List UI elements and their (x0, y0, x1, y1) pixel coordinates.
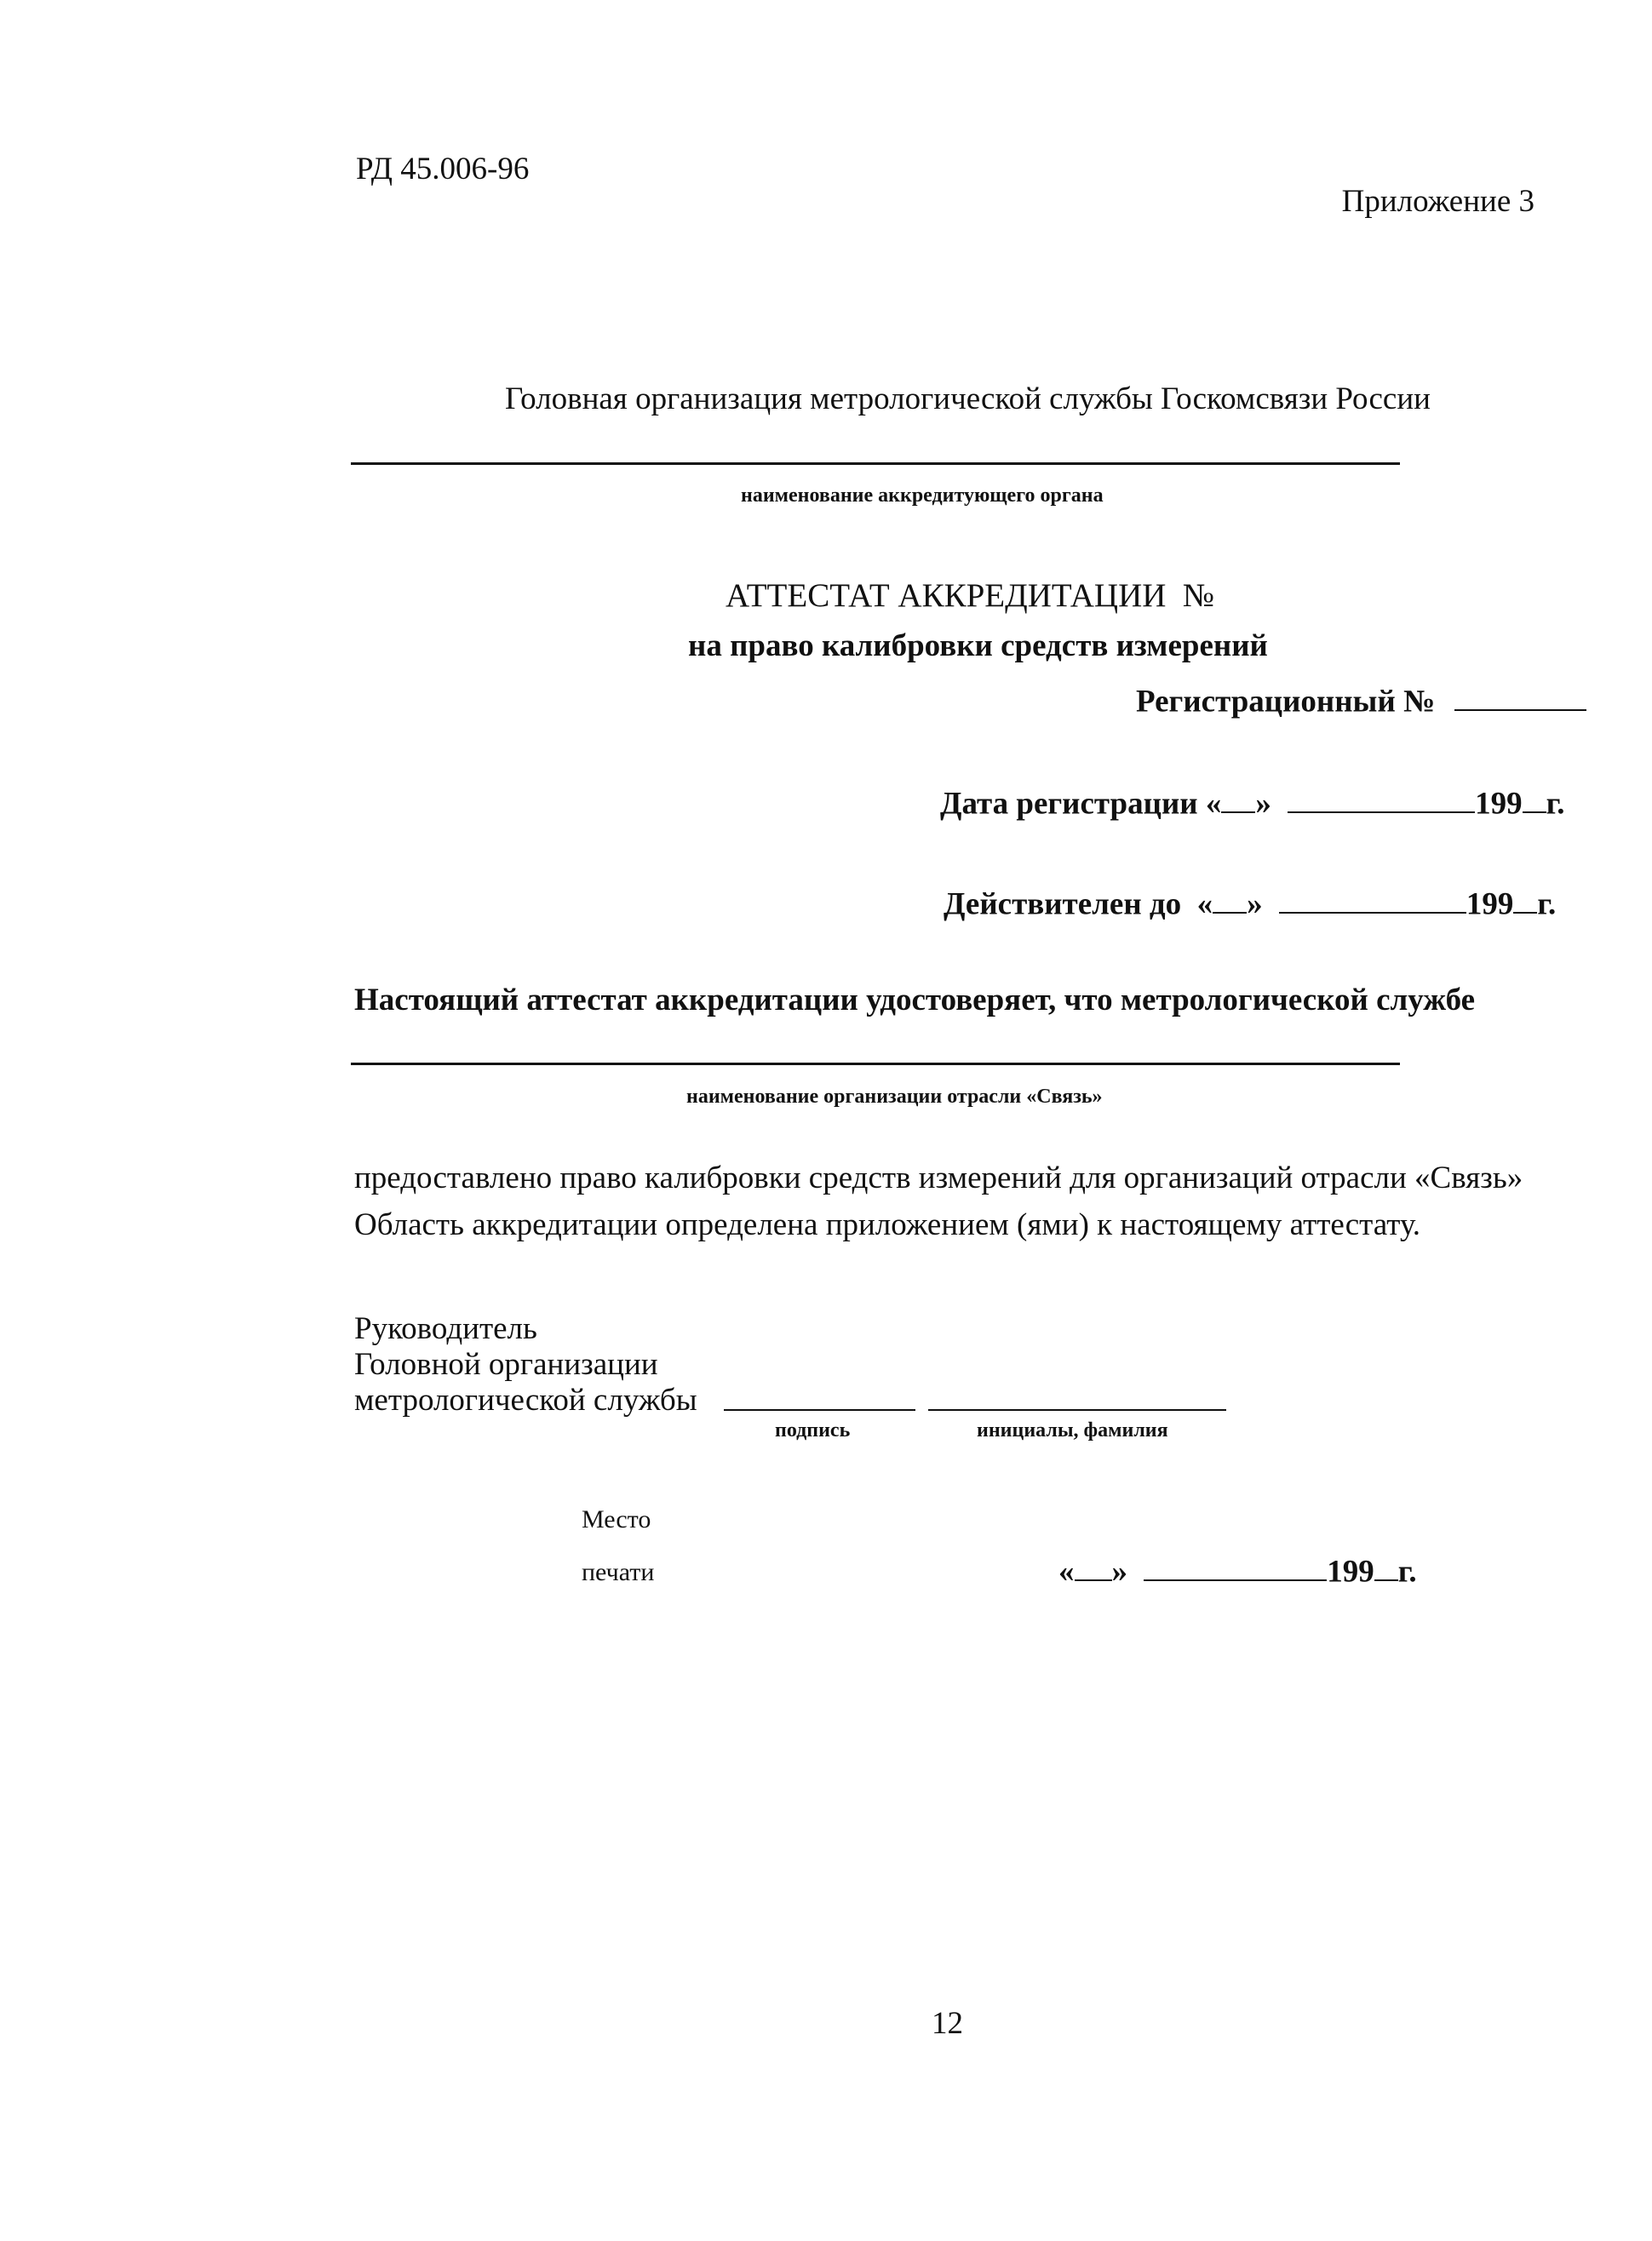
accrediting-org-caption: наименование аккредитующего органа (741, 484, 1104, 507)
valid-until-year-blank (1513, 884, 1537, 914)
signature-month-blank (1144, 1551, 1327, 1581)
registration-year-prefix: 199 (1475, 786, 1523, 822)
signature-year-prefix: 199 (1327, 1554, 1374, 1590)
registration-day-blank (1221, 783, 1255, 813)
signature-day-blank (1075, 1551, 1112, 1581)
appendix-label: Приложение 3 (1341, 184, 1534, 219)
certificate-subtitle: на право калибровки средств измерений (688, 628, 1268, 663)
stamp-place-line-2: печати (582, 1558, 655, 1586)
accrediting-org-line (351, 462, 1400, 465)
certificate-intro: Настоящий аттестат аккредитации удостоверяет, что метрологической службе (354, 983, 1476, 1017)
registration-year-suffix: г. (1546, 786, 1565, 822)
accrediting-org-name: Головная организация метрологической службы Госкомсвязи России (505, 381, 1431, 416)
certificate-number-sign: № (1182, 577, 1215, 614)
registration-date-close-quote: » (1255, 786, 1271, 822)
registration-date-open-quote: « (1205, 786, 1222, 822)
stamp-place-line-1: Место (582, 1505, 651, 1533)
certificate-title (726, 579, 1214, 612)
registration-number-blank (1454, 681, 1586, 711)
valid-until-date (944, 884, 1556, 920)
valid-until-month-blank (1279, 884, 1466, 914)
valid-until-label: Действителен до (944, 886, 1182, 922)
signature-line (724, 1409, 915, 1411)
name-caption: инициалы, фамилия (977, 1419, 1168, 1441)
organization-line (351, 1063, 1400, 1065)
signatory-title-line-3: метрологической службы (354, 1383, 697, 1418)
signature-year-blank (1374, 1551, 1398, 1581)
valid-until-year-suffix: г. (1537, 886, 1557, 922)
registration-number-label: Регистрационный № (1136, 684, 1436, 719)
signature-date-close-quote: » (1111, 1554, 1127, 1590)
signature-caption: подпись (775, 1419, 851, 1441)
valid-until-day-blank (1213, 884, 1247, 914)
valid-until-year-prefix: 199 (1466, 886, 1514, 922)
registration-date-label: Дата регистрации (940, 786, 1198, 822)
registration-month-blank (1288, 783, 1475, 813)
certificate-title-text: АТТЕСТАТ АККРЕДИТАЦИИ (726, 577, 1167, 614)
signature-year-suffix: г. (1397, 1554, 1417, 1590)
name-line (928, 1409, 1226, 1411)
certificate-body-line-1: предоставлено право калибровки средств измерений для организаций отрасли «Связь» (354, 1161, 1523, 1195)
signature-date-open-quote: « (1058, 1554, 1075, 1590)
signature-date (1058, 1551, 1417, 1590)
registration-number (1136, 681, 1586, 717)
valid-until-close-quote: » (1247, 886, 1263, 922)
page-number: 12 (932, 2006, 963, 2041)
document-code: РД 45.006-96 (356, 152, 530, 186)
signatory-title-line-2: Головной организации (354, 1347, 658, 1382)
registration-date (940, 783, 1565, 822)
certificate-body-line-2: Область аккредитации определена приложением (ями) к настоящему аттестату. (354, 1207, 1420, 1242)
organization-caption: наименование организации отрасли «Связь» (686, 1086, 1103, 1108)
signatory-title-line-1: Руководитель (354, 1311, 537, 1346)
valid-until-open-quote: « (1196, 886, 1213, 922)
registration-year-blank (1523, 783, 1546, 813)
